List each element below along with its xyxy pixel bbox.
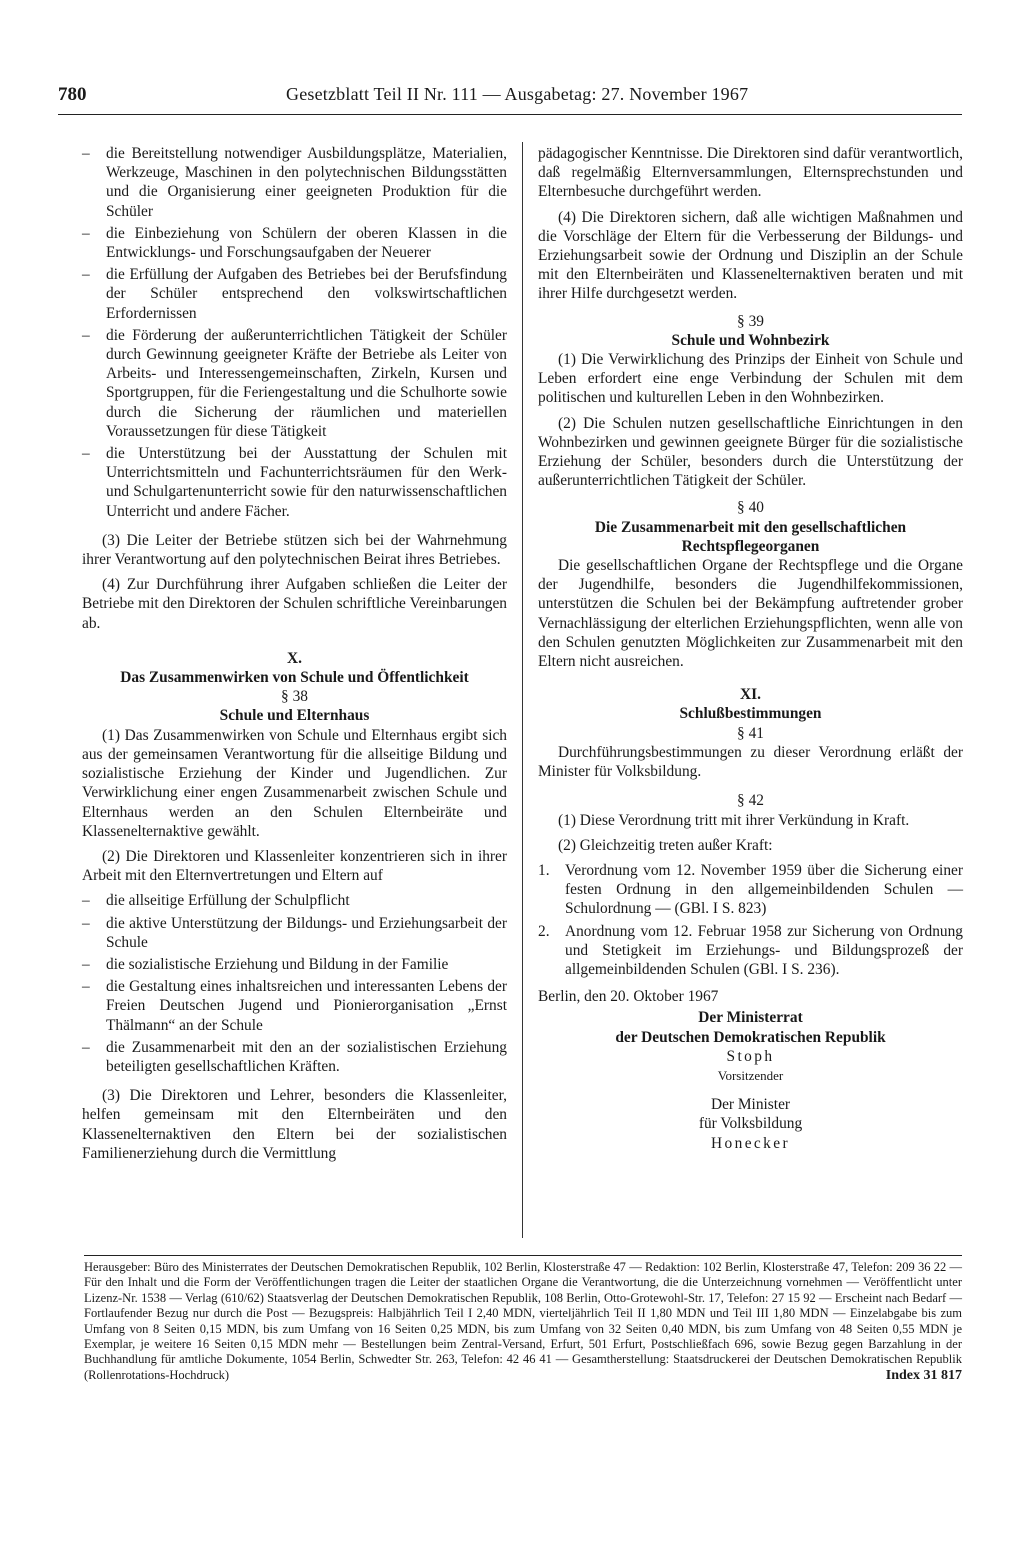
- list-item-text: Anordnung vom 12. Februar 1958 zur Sicherung von Ordnung und Stetigkeit im Erziehungs- und Bildungsprozeß der allgemeinbildenden Schulen (GBl. I S. 236).: [565, 922, 963, 978]
- paragraph-continuation: pädagogischer Kenntnisse. Die Direktoren sind dafür verantwortlich, daß regelmäßig Elternversammlungen, Elternsprechstunden und Elternbesuche durchgeführt werden.: [538, 145, 963, 201]
- paragraph: (1) Diese Verordnung tritt mit ihrer Verkündung in Kraft.: [558, 811, 910, 829]
- paragraph: (3) Die Direktoren und Lehrer, besonders die Klassenleiter, helfen gemeinsam mit den Elternbeiräten und den Klassenelternaktiven den Eltern bei der sozialistischen Familienerziehung durch die Vermittlung: [82, 1087, 507, 1162]
- signer-name: Honecker: [710, 1134, 791, 1152]
- signer-title-line2: für Volksbildung: [698, 1115, 803, 1133]
- page-number: 780: [58, 84, 87, 105]
- section-title: Schule und Elternhaus: [219, 707, 370, 725]
- bullet-list: [82, 891, 507, 1076]
- list-item: – die Einbeziehung von Schülern der oberen Klassen in die Entwicklungs- und Forschungsaufgaben der Neuerer: [82, 224, 507, 262]
- numbered-list: [538, 861, 963, 979]
- list-item-number: 1.: [538, 861, 550, 879]
- column-divider: [522, 142, 523, 1238]
- part-title: Das Zusammenwirken von Schule und Öffentlichkeit: [120, 669, 469, 687]
- issuer: Der Ministerrat: [698, 1009, 803, 1027]
- list-item: [538, 861, 963, 919]
- list-item: – die aktive Unterstützung der Bildungs- und Erziehungsarbeit der Schule: [82, 914, 507, 952]
- list-item-text: Verordnung vom 12. November 1959 über die Sicherung einer festen Ordnung in den allgemeinbildenden Schulen — Schulordnung — (GBl. I S. 823): [565, 861, 963, 918]
- section-number: § 38: [281, 688, 308, 706]
- section-number: § 40: [737, 499, 764, 517]
- list-item: – die Zusammenarbeit mit den an der sozialistischen Erziehung beteiligten gesellschaftlichen Kräften.: [82, 1038, 507, 1076]
- list-item: – die Förderung der außerunterrichtlichen Tätigkeit der Schüler durch Gewinnung geeigneter Kräfte der Betriebe als Leiter von Arbeits- und Interessengemeinschaften, Zirkeln, Kursen und Sportgruppen, für die Feriengestaltung und die Schulhorte sowie durch die Sicherung der räumlichen und materiellen Voraussetzungen für diese Tätigkeit: [82, 326, 507, 441]
- section-title: Schule und Wohnbezirk: [671, 331, 830, 349]
- paragraph: Die gesellschaftlichen Organe der Rechtspflege und die Organe der Jugendhilfe, besonders die Jugendhilfekommissionen, unterstützen die Schulen bei der Bekämpfung auftretender grober Vernachlässigung der elterlichen Erziehungspflichten, wenn alle von den Schulen genutzten Möglichkeiten zur Zusammenarbeit mit den Eltern nicht ausreichen.: [538, 557, 963, 671]
- signer-name: Stoph: [726, 1047, 775, 1065]
- section-title: Die Zusammenarbeit mit den gesellschaftlichen: [594, 518, 907, 536]
- paragraph: (2) Gleichzeitig treten außer Kraft:: [558, 836, 773, 854]
- list-item: [538, 922, 963, 980]
- part-number: X.: [287, 649, 302, 667]
- list-item: – die sozialistische Erziehung und Bildung in der Familie: [82, 955, 507, 974]
- paragraph: (3) Die Leiter der Betriebe stützen sich bei der Wahrnehmung ihrer Verantwortung auf den polytechnischen Beirat ihres Betriebes.: [82, 531, 507, 569]
- paragraph: (2) Die Schulen nutzen gesellschaftliche Einrichtungen in den Wohnbezirken und gewinnen geeignete Bürger für die sozialistische Erziehung der Schüler, besonders durch die Unterstützung der außerunterrichtlichen Tätigkeit der Schüler.: [538, 414, 963, 490]
- paragraph: (4) Zur Durchführung ihrer Aufgaben schließen die Leiter der Betriebe mit den Direktoren der Schulen schriftliche Vereinbarungen ab.: [82, 576, 507, 632]
- section-title-line2: Rechtspflegeorganen: [681, 537, 820, 555]
- list-item: – die Gestaltung eines inhaltsreichen und interessanten Lebens der Freien Deutschen Jugend und Pionierorganisation „Ernst Thälmann“ an der Schule: [82, 977, 507, 1035]
- left-column: [82, 144, 507, 1169]
- imprint-footer: [84, 1255, 962, 1383]
- list-item: – die allseitige Erfüllung der Schulpflicht: [82, 891, 507, 910]
- section-number: § 39: [737, 312, 764, 330]
- paragraph: (1) Die Verwirklichung des Prinzips der Einheit von Schule und Leben erfordert eine enge Verbindung der Schulen mit dem politischen und kulturellen Leben in den Wohnbezirken.: [538, 351, 963, 407]
- right-column: [538, 144, 963, 1153]
- list-item: – die Erfüllung der Aufgaben des Betriebes bei der Berufsfindung der Schüler entsprechend den volkswirtschaftlichen Erfordernissen: [82, 265, 507, 323]
- section-number: § 41: [737, 724, 764, 742]
- bullet-list: [82, 144, 507, 521]
- list-item: – die Bereitstellung notwendiger Ausbildungsplätze, Materialien, Werkzeuge, Maschinen in den polytechnischen Bildungsstätten und die Organisierung einer geeigneten Produktion für die Schüler: [82, 144, 507, 221]
- signer-title: Der Minister: [710, 1096, 791, 1114]
- issuer-line2: der Deutschen Demokratischen Republik: [615, 1028, 886, 1046]
- paragraph: (1) Das Zusammenwirken von Schule und Elternhaus ergibt sich aus der gemeinsamen Verantwortung für die allseitige Bildung und sozialistische Erziehung der Kinder und Jugendlichen. Zur Verwirklichung einer engen Zusammenarbeit zwischen Schule und Elternhaus werden an den Schulen Elternbeiräte und Klassenelternaktive gewählt.: [82, 726, 507, 840]
- page-header: [58, 84, 962, 115]
- section-number: § 42: [737, 792, 764, 810]
- imprint-text: Herausgeber: Büro des Ministerrates der Deutschen Demokratischen Republik, 102 Berlin, Klosterstraße 47 — Redaktion: 102 Berlin, Klosterstraße 47, Telefon: 209 36 22 — Für den Inhalt und die Form der Veröffentlichungen tragen die Leiter der staatlichen Organe die Verantwortung, die die Unterzeichnung vornehmen — Veröffentlicht unter Lizenz-Nr. 1538 — Verlag (610/62) Staatsverlag der Deutschen Demokratischen Republik, 108 Berlin, Otto-Grotewohl-Str. 17, Telefon: 27 15 92 — Erscheint nach Bedarf — Fortlaufender Bezug nur durch die Post — Bezugspreis: Halbjährlich Teil I 2,40 MDN, vierteljährlich Teil II 1,80 MDN und Teil III 1,80 MDN — Einzelabgabe bis zum Umfang von 8 Seiten 0,15 MDN, bis zum Umfang von 16 Seiten 0,25 MDN, bis zum Umfang von 32 Seiten 0,40 MDN, bis zum Umfang von 48 Seiten 0,55 MDN je Exemplar, je weitere 16 Seiten 0,15 MDN mehr — Bestellungen beim Zentral-Versand, Erfurt, 501 Erfurt, Postschließfach 696, sowie Bezug gegen Barzahlung in der Buchhandlung für amtliche Dokumente, 1054 Berlin, Schwedter Str. 263, Telefon: 42 46 41 — Gesamtherstellung: Staatsdruckerei der Deutschen Demokratischen Republik (Rollenrotations-Hochdruck): [84, 1260, 962, 1382]
- place-date: Berlin, den 20. Oktober 1967: [538, 988, 719, 1006]
- paragraph: (4) Die Direktoren sichern, daß alle wichtigen Maßnahmen und die Vorschläge der Eltern für die Verbesserung der Bildungs- und Erziehungsarbeit sowie der Ordnung und Disziplin an der Schule mit den Elternbeiräten und Klassenelternaktiven beraten und mit ihrer Hilfe durchgesetzt werden.: [538, 208, 963, 303]
- signer-title: Vorsitzender: [717, 1067, 784, 1083]
- part-title: Schlußbestimmungen: [679, 705, 822, 723]
- list-item: – die Unterstützung bei der Ausstattung der Schulen mit Unterrichtsmitteln und Fachunterrichtsräumen für den Werk- und Schulgartenunterricht sowie für den naturwissenschaftlichen Unterricht und andere Fächer.: [82, 444, 507, 521]
- part-number: XI.: [740, 686, 761, 704]
- paragraph: (2) Die Direktoren und Klassenleiter konzentrieren sich in ihrer Arbeit mit den Elternvertretungen und Eltern auf: [82, 847, 507, 885]
- index-number: Index 31 817: [876, 1368, 962, 1383]
- running-title: Gesetzblatt Teil II Nr. 111 — Ausgabetag: 27. November 1967: [286, 84, 749, 104]
- paragraph: Durchführungsbestimmungen zu dieser Verordnung erläßt der Minister für Volksbildung.: [538, 743, 963, 781]
- list-item-number: 2.: [538, 922, 550, 940]
